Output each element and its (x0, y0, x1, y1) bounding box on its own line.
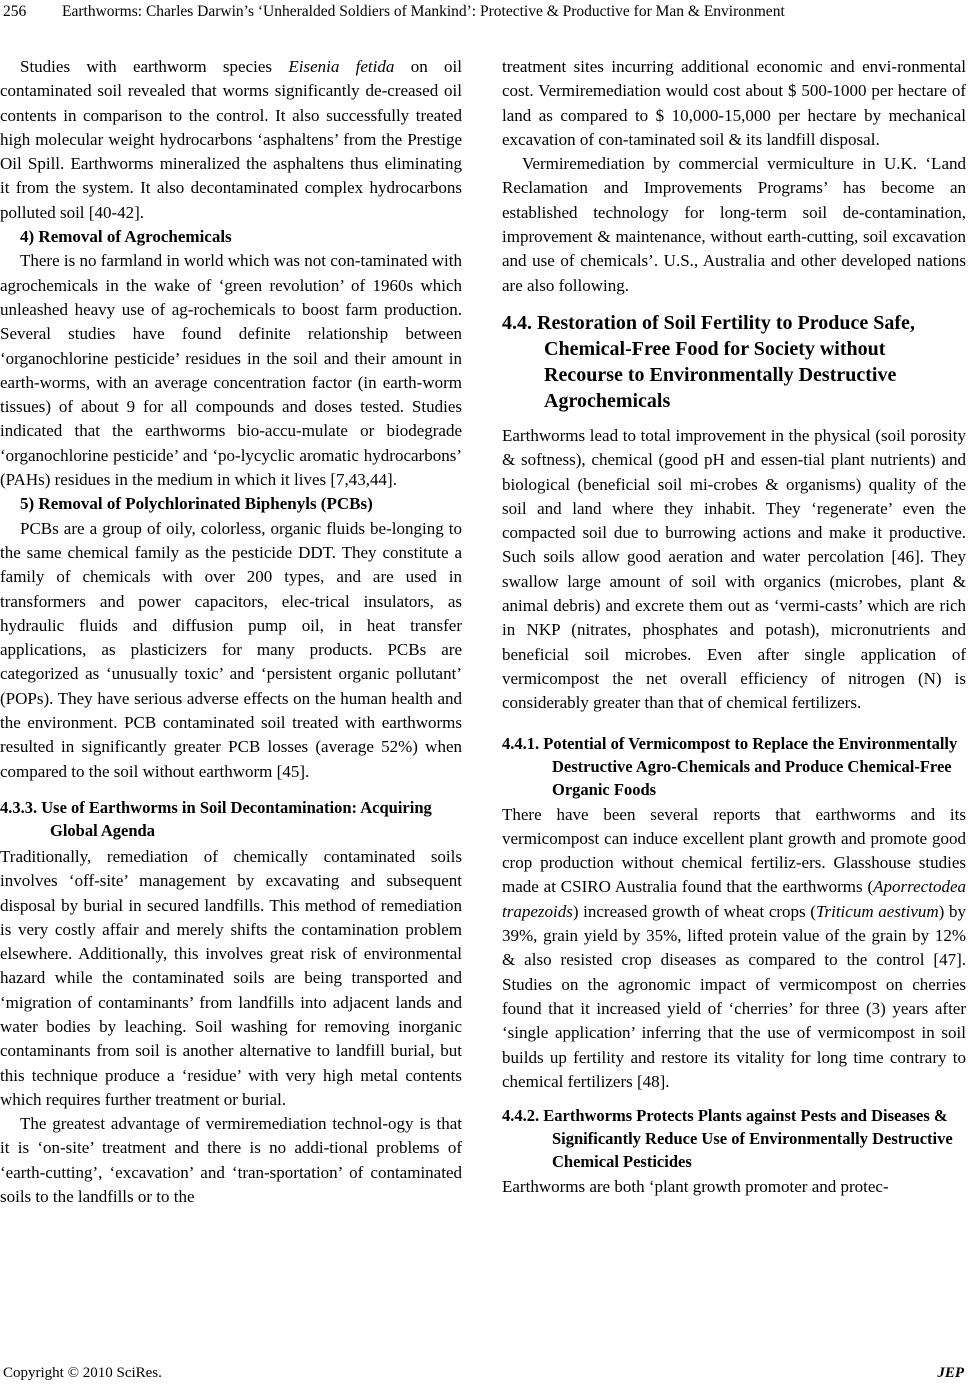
heading-4-4-1: 4.4.1. Potential of Vermicompost to Replace the Environmentally Destructive Agro-Chemicals and Produce Chemical-Free Organic Foods (502, 733, 958, 799)
paragraph-oil-text-b: on oil contaminated soil revealed that worms significantly de-creased oil contents in comparison to the control. It also successfully treated high molecular weight hydrocarbons ‘asphaltens’ from the Prestige Oil Spill. Earthworms mineralized the asphaltens thus eliminating it from the system. It also decontaminated complex hydrocarbons polluted soil [40-42]. (0, 57, 462, 222)
heading-4-3-3: 4.3.3. Use of Earthworms in Soil Decontamination: Acquiring Global Agenda (0, 797, 432, 840)
paragraph-vermicompost-text-b: ) increased growth of wheat crops ( (572, 901, 816, 921)
paragraph-agrochemicals: There is no farmland in world which was not con-taminated with agrochemicals in the wake of ‘green revolution’ of 1960s which unleashed heavy use of ag-rochemicals to boost farm production. Several studies have found definite relationship between ‘organochlorine pesticide’ residues in the soil and their amount in earth-worms, with an average concentration factor (in earth-worm tissues) of about 9 for all compounds and doses tested. Studies indicated that the earthworms bio-accu-mulate or biodegrade ‘organochlorine pesticide’ and ‘po-lycyclic aromatic hydrocarbons’ (PAHs) residues in the medium in which it lives [7,43,44]. (0, 251, 462, 490)
left-column (0, 55, 462, 1209)
heading-4-4: 4.4. Restoration of Soil Fertility to Produce Safe, Chemical-Free Food for Society without Recourse to Environmentally Destructive Agrochemicals (502, 311, 915, 412)
paragraph-vermicompost-text-c: ) by 39%, grain yield by 35%, lifted protein value of the grain by 12% & also resisted crop diseases as compared to the control [47]. Studies on the agronomic impact of vermicompost on cherries found that it increased yield of ‘cherries’ for three (3) years after ‘single application’ inferring that the use of vermicompost in soil builds up fertility and restore its vitality for long time contrary to chemical fertilizers [48]. (502, 901, 966, 1091)
paragraph-oil (0, 55, 462, 225)
paragraph-vermiremediation-advantage: The greatest advantage of vermiremediation technol-ogy is that it is ‘on-site’ treatment and there is no addi-tional problems of ‘earth-cutting’, ‘excavation’ and ‘tran-sportation’ of contaminated soils to the landfills or to the (0, 1114, 462, 1207)
paragraph-vermicompost-text-a: There have been several reports that earthworms and its vermicompost can induce excellent plant growth and promote good crop production without chemical fertiliz-ers. Glasshouse studies made at CSIRO Australia found that the earthworms ( (502, 804, 966, 897)
paragraph-uk-programs: Vermiremediation by commercial vermiculture in U.K. ‘Land Reclamation and Improvements Programs’ has become an established technology for long-term soil de-contamination, improvement & maintenance, without earth-cutting, soil excavation and use of chemicals’. U.S., Australia and other developed nations are also following. (502, 154, 966, 295)
journal-abbreviation: JEP (937, 1365, 964, 1381)
paragraph-pcbs: PCBs are a group of oily, colorless, organic fluids be-longing to the same chemical family as the pesticide DDT. They constitute a family of chemicals with over 200 types, and are used in transformers and power capacitors, elec-trical insulators, as hydraulic fluids and diffusion pump oil, in heat transfer applications, as plasticizers for many products. PCBs are categorized as ‘unusually toxic’ and ‘persistent organic pollutant’ (POPs). They have serious adverse effects on the human health and the environment. PCB contaminated soil treated with earthworms resulted in significantly greater PCB losses (average 52%) when compared to the soil without earthworm [45]. (0, 518, 462, 781)
right-column (502, 55, 966, 1199)
page-number: 256 (3, 3, 27, 20)
running-title: Earthworms: Charles Darwin’s ‘Unheralded Soldiers of Mankind’: Protective & Productive for Man & Environment (62, 3, 785, 20)
paragraph-soil-improvement: Earthworms lead to total improvement in the physical (soil porosity & softness), chemical (good pH and essen-tial plant nutrients) and biological (beneficial soil mi-crobes & organisms) quality of the soil and land where they inhabit. They ‘regenerate’ even the compacted soil due to burrowing actions and make it productive. Such soils allow good aeration and water percolation [46]. They swallow large amount of soil with organics (microbes, plant & animal debris) and excrete them out as ‘vermi-casts’ which are rich in NKP (nitrates, phosphates and potash), micronutrients and beneficial soil microbes. Even after single application of vermicompost the net overall efficiency of nitrogen (N) is considerably greater than that of chemical fertilizers. (502, 425, 966, 713)
heading-agrochemicals: 4) Removal of Agrochemicals (20, 227, 232, 247)
paragraph-treatment-cost: treatment sites incurring additional economic and envi-ronmental cost. Vermiremediation would cost about $ 500-1000 per hectare of land as compared to $ 10,000-15,000 per hectare by mechanical excavation of con-taminated soil & its landfill disposal. (502, 57, 966, 149)
paragraph-vermicompost-growth (502, 803, 966, 1095)
page-header (0, 0, 969, 30)
species-name-triticum: Triticum aestivum (815, 901, 939, 921)
paragraph-traditional-remediation: Traditionally, remediation of chemically contaminated soils involves ‘off-site’ management by excavating and subsequent disposal by burial in secured landfills. This method of remediation is very costly affair and merely shifts the contamination problem elsewhere. Additionally, this involves great risk of environmental hazard while the contaminated soils are being transported and ‘migration of contaminants’ from landfills into adjacent lands and water bodies by leaching. Soil washing for removing inorganic contaminants from soil is another alternative to landfill burial, but this technique produce a ‘residue’ with very high metal contents which requires further treatment or burial. (0, 846, 462, 1109)
heading-pcbs: 5) Removal of Polychlorinated Biphenyls (PCBs) (20, 494, 373, 514)
species-name-aporrectodea: Aporrectodea trapezoids (502, 877, 966, 921)
paragraph-oil-text-a: Studies with earthworm species (20, 57, 289, 76)
heading-4-4-2: 4.4.2. Earthworms Protects Plants against Pests and Diseases & Significantly Reduce Use of Environmentally Destructive Chemical Pesticides (502, 1106, 953, 1172)
species-name: Eisenia fetida (288, 57, 395, 76)
page-footer (0, 1362, 969, 1384)
paragraph-plant-protector: Earthworms are both ‘plant growth promoter and protec- (502, 1177, 889, 1197)
copyright-notice: Copyright © 2010 SciRes. (3, 1365, 162, 1381)
